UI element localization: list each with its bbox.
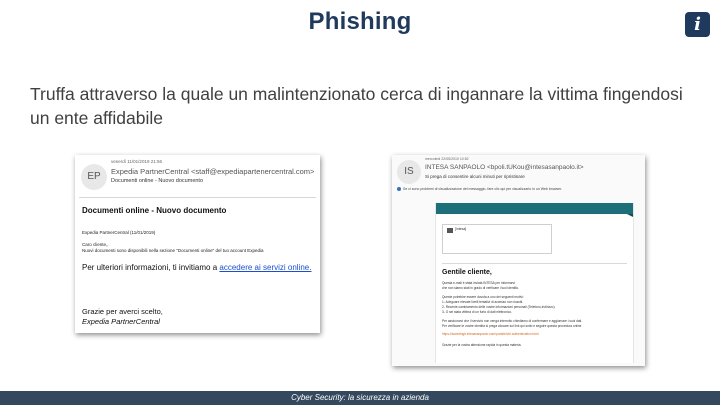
email-body-line: Caro cliente,,: [82, 242, 109, 247]
email-subject: Si prega di consentire alcuni minuti per ripristinare: [425, 174, 525, 179]
email-body-line: Questa e-mail è stata inviata INTESA per informarvi: [442, 281, 515, 285]
phishing-email-expedia: [75, 155, 320, 333]
email-signature: Expedia PartnerCentral: [82, 317, 160, 326]
email-body-line: Per assicurarvi che il servizio non venga interrotto chiediamo di confermare e aggiornare i suoi dati.: [442, 319, 583, 323]
divider: [79, 197, 316, 198]
email-body-line: 3- O sei stata vittima di un furto di dati elettronico.: [442, 310, 512, 314]
phishing-link[interactable]: accedere ai servizi online.: [219, 263, 312, 272]
email-body-line: Queste potrebbe essere dovuta a uno dei seguenti motivi:: [442, 295, 524, 299]
email-sender: INTESA SANPAOLO <bpoli.tUKou@intesasanpaolo.it>: [425, 164, 584, 171]
email-thanks: Grazie per averci scelto,: [82, 307, 163, 316]
slide-subtitle: Truffa attraverso la quale un malintenzionato cerca di ingannare la vittima fingendosi un ente affidabile: [30, 84, 683, 128]
slide-title: Phishing: [308, 8, 412, 35]
phishing-link[interactable]: https://accedinglr.intesasanpaolo.com/portale/ctrl.authentication.html: [442, 332, 539, 336]
email-cta: [82, 263, 311, 272]
email-subject: Documenti online - Nuovo documento: [111, 178, 204, 184]
email-cta-text: Per ulteriori informazioni, ti invitiamo a: [82, 263, 218, 272]
email-greeting: Gentile cliente,: [442, 269, 492, 276]
email-body-line: che non siamo stati in grado di verificare i tuoi identità.: [442, 286, 519, 290]
email-body-line: Per verificare le vostre identità si prega cliccare sul link qui sotto e seguire questa procedura online: [442, 324, 582, 328]
header-band: [436, 203, 633, 214]
email-header: [75, 155, 320, 197]
email-body-line: Expedia PartnerCentral (11/01/2019): [82, 230, 156, 235]
email-body: [435, 203, 634, 363]
sender-avatar: EP: [81, 164, 107, 190]
email-date: mercoledì 22/05/2019 10:52: [425, 157, 469, 161]
phishing-email-intesa: [392, 155, 645, 366]
display-notice: [397, 187, 562, 191]
email-date: venerdì 11/01/2019 21:56: [111, 159, 162, 164]
divider: [442, 263, 627, 264]
email-sender: Expedia PartnerCentral <staff@expediapartenercentral.com>: [111, 167, 315, 176]
broken-logo-image: [442, 224, 552, 254]
email-closing: Grazie per la vostra attenzione rapida in questa materia.: [442, 343, 522, 347]
email-body-line: Nuovi documenti sono disponibili nella sezione "Documenti online" del tuo account Expedia: [82, 248, 264, 253]
notice-text: Se ci sono problemi di visualizzazione del messaggio, fare clic qui per visualizzarlo in un Web browser.: [403, 187, 563, 191]
footer-text: Cyber Security: la sicurezza in azienda: [291, 393, 429, 402]
footer-bar: [0, 391, 720, 405]
info-icon: [397, 187, 401, 191]
info-button[interactable]: i: [685, 12, 710, 37]
logo-alt-text: [intesa]: [455, 227, 467, 231]
email-body-line: 2- Recente cambiamento delle vostre informazioni personali (Telefono,Indirizzo).: [442, 305, 556, 309]
image-icon: [447, 228, 453, 233]
email-body-line: 1- Adeguare elevate livelli tentativi di accesso non riusciti.: [442, 300, 524, 304]
sender-avatar: IS: [397, 160, 421, 184]
email-body-title: Documenti online - Nuovo documento: [82, 206, 227, 215]
